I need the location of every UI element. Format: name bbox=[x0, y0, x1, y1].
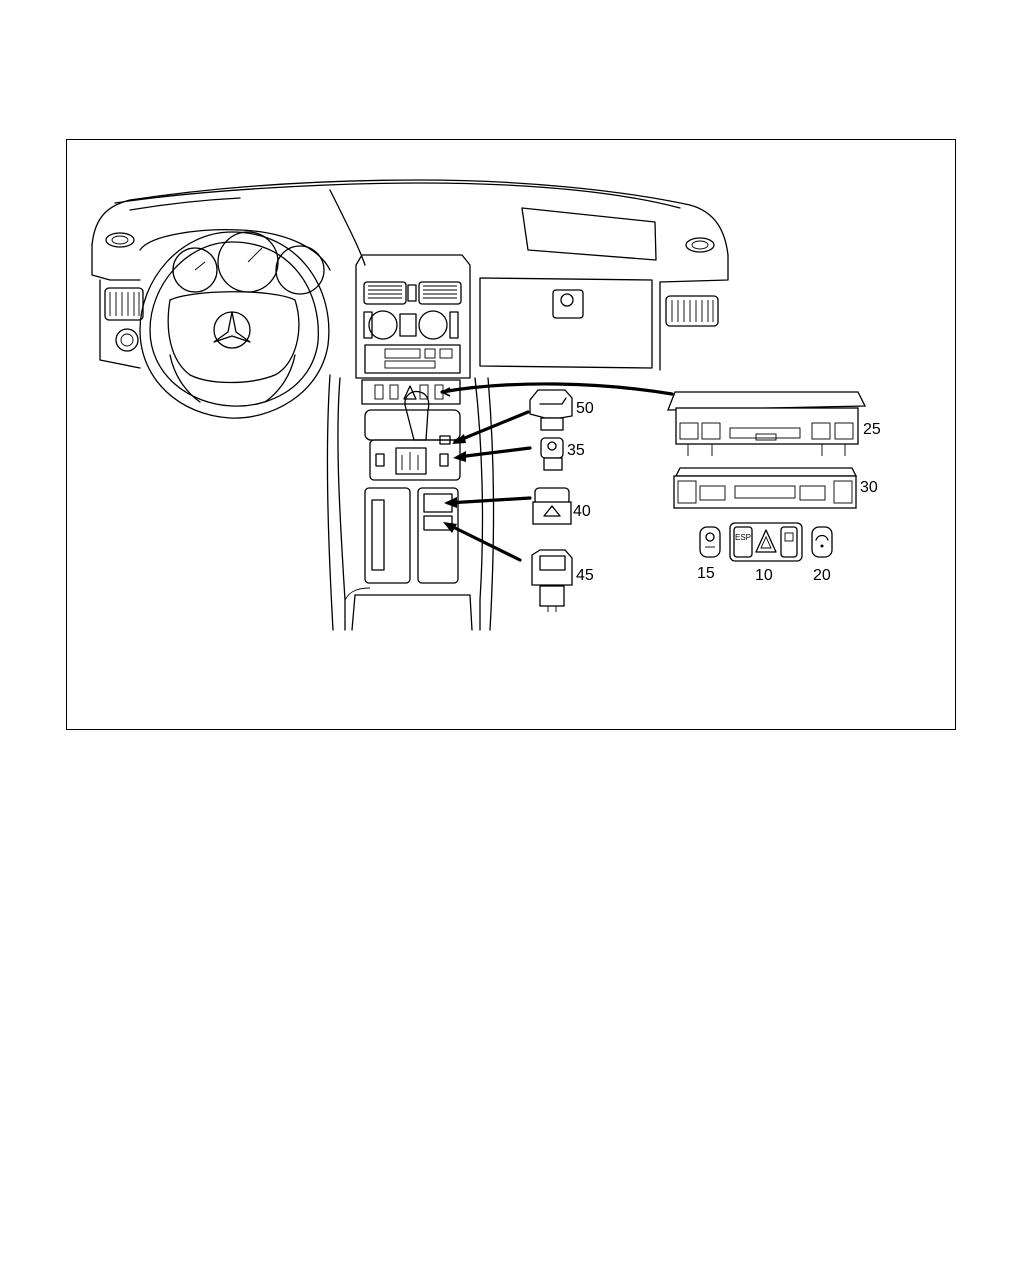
switch-40 bbox=[533, 488, 571, 524]
switch-35 bbox=[541, 438, 563, 470]
button-20 bbox=[812, 527, 832, 557]
callout-10: 10 bbox=[755, 567, 773, 584]
esp-label: ESP bbox=[734, 533, 752, 542]
switch-50 bbox=[530, 390, 572, 430]
steering-wheel bbox=[140, 230, 330, 418]
callout-35: 35 bbox=[567, 442, 585, 459]
callout-15: 15 bbox=[697, 565, 715, 582]
callout-45: 45 bbox=[576, 567, 594, 584]
button-cluster-10 bbox=[730, 523, 802, 561]
switch-45 bbox=[532, 550, 572, 612]
dashboard-outline bbox=[92, 180, 728, 370]
center-console bbox=[327, 255, 493, 630]
callout-25: 25 bbox=[863, 421, 881, 438]
switch-panel-30 bbox=[674, 468, 856, 508]
callout-30: 30 bbox=[860, 479, 878, 496]
callout-40: 40 bbox=[573, 503, 591, 520]
switch-panel-25 bbox=[668, 392, 865, 456]
button-15 bbox=[700, 527, 720, 557]
callout-20: 20 bbox=[813, 567, 831, 584]
callout-50: 50 bbox=[576, 400, 594, 417]
